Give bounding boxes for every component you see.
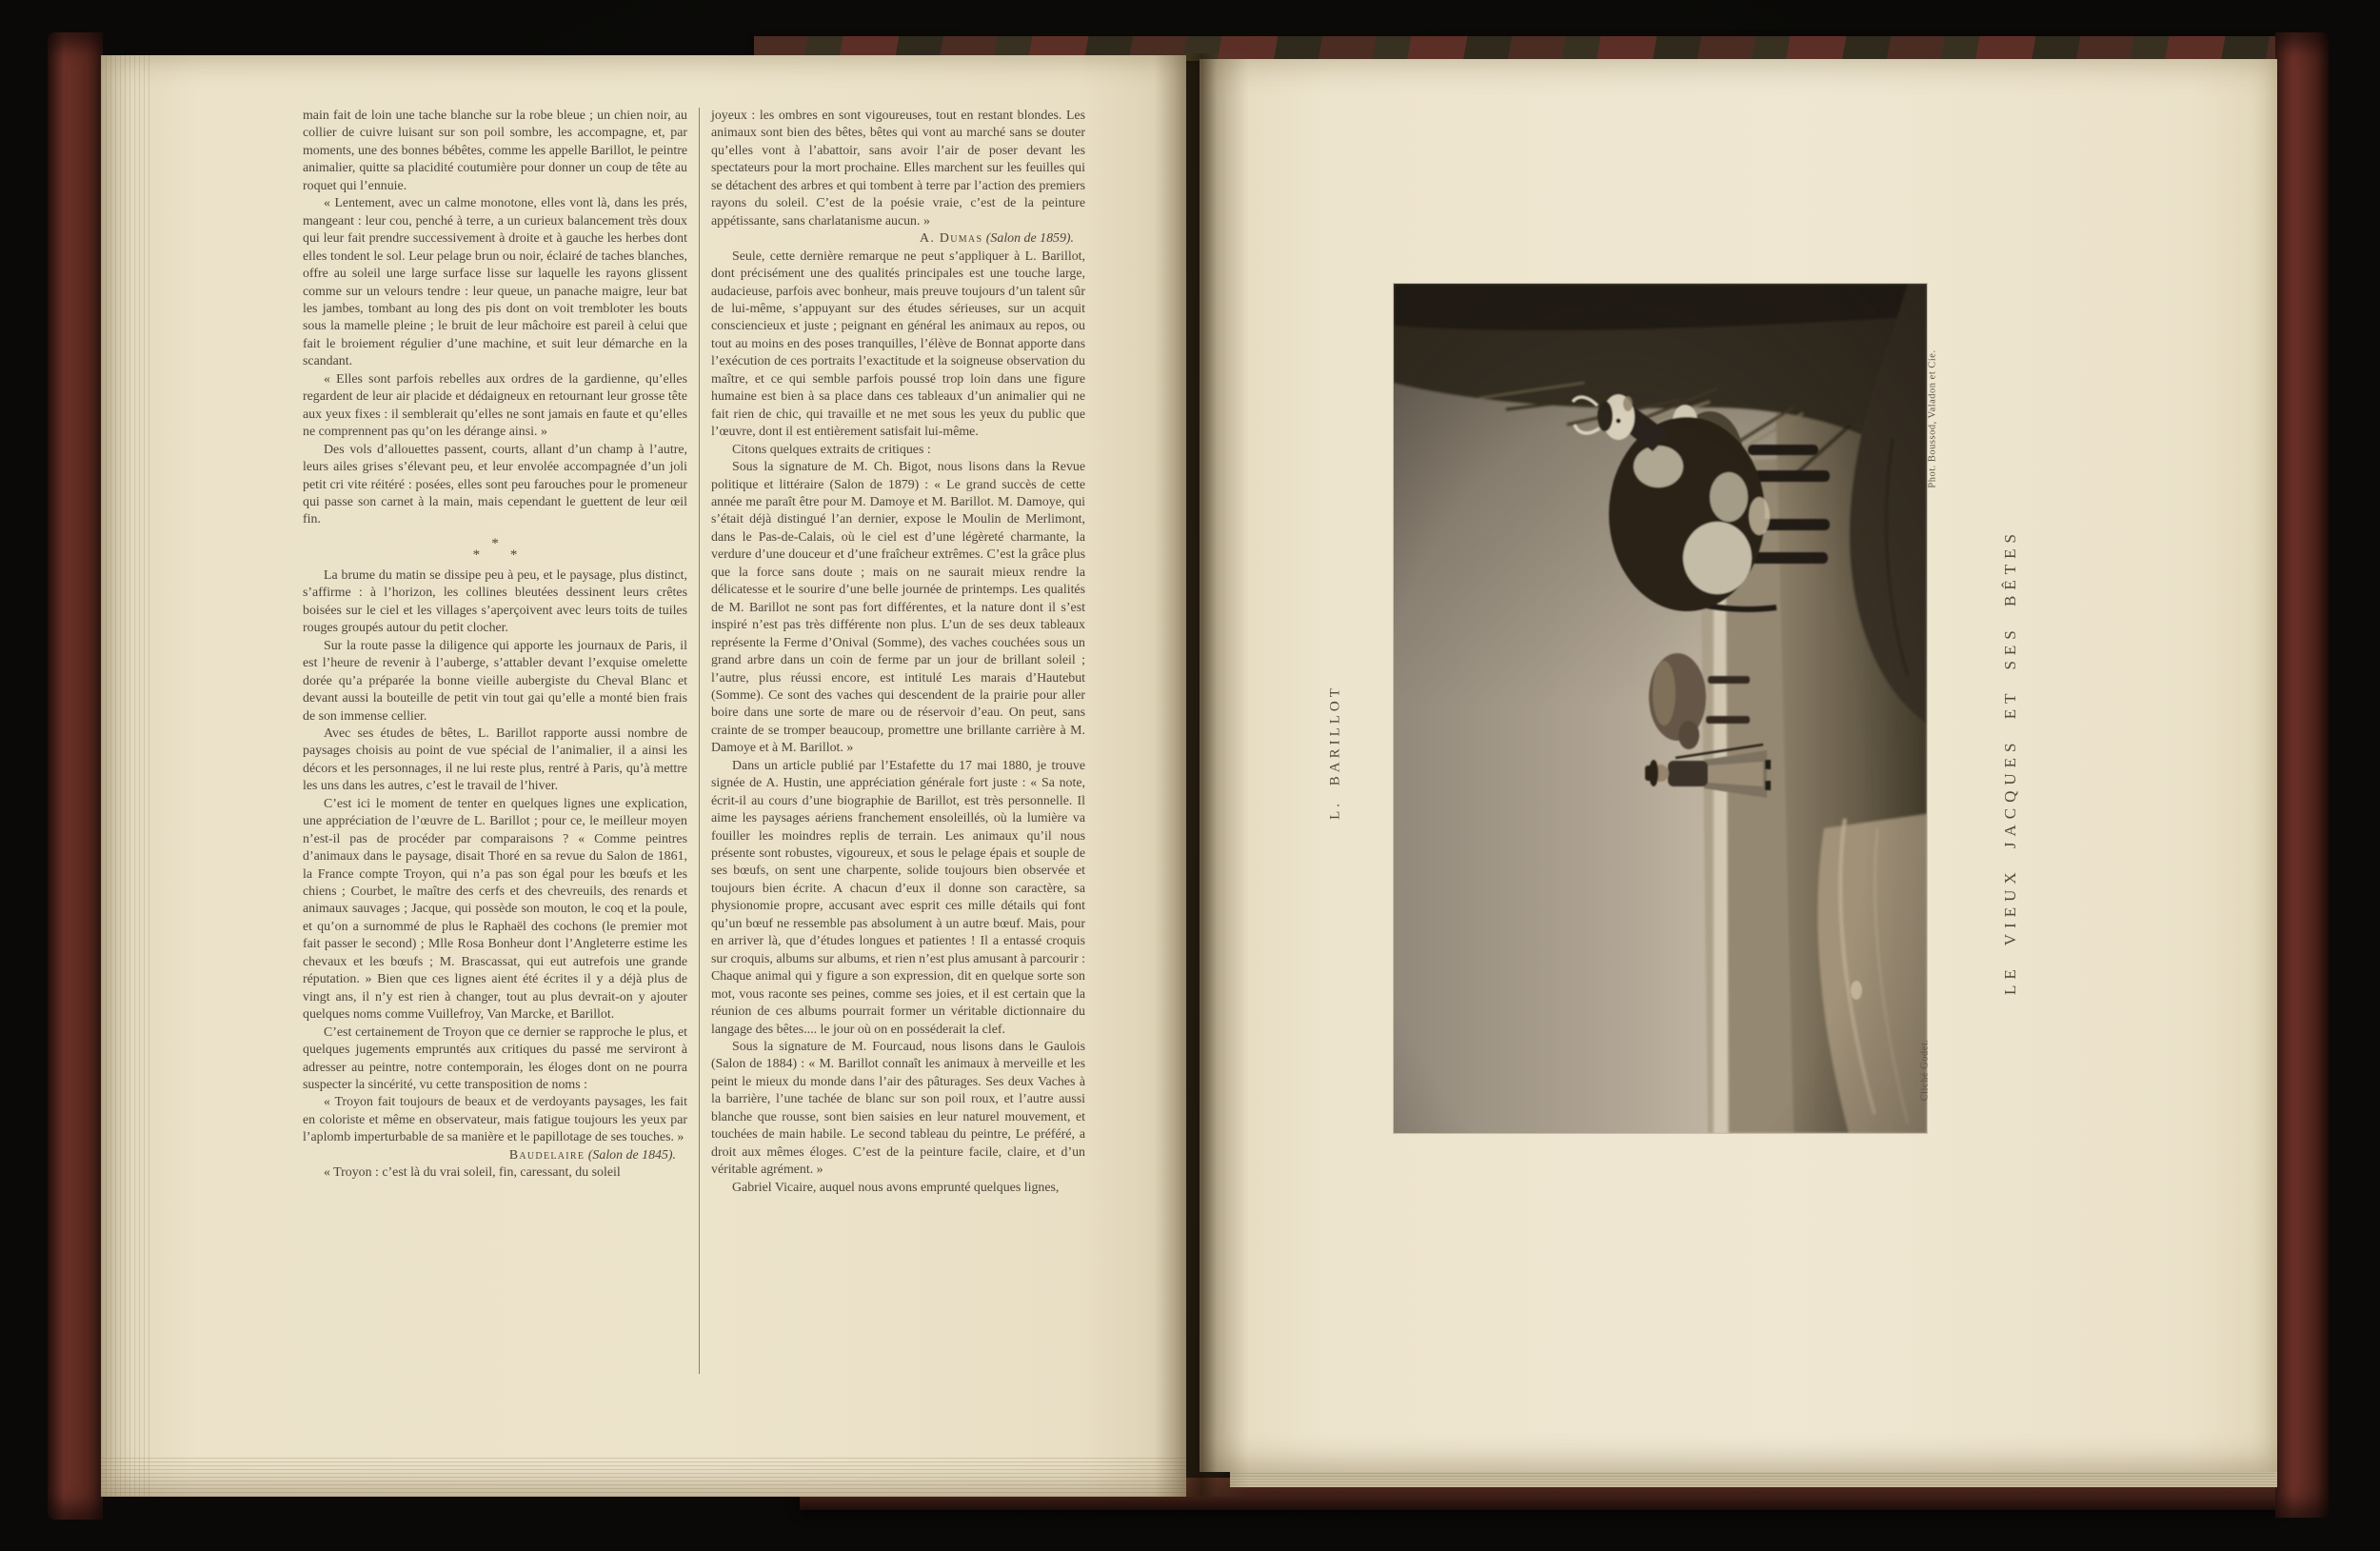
paragraph: Seule, cette dernière remarque ne peut s’appliquer à L. Barillot, dont précisément une des qualités principales est une touche large, audacieuse, parfois avec bonheur, mais preuve toujours d’un talent sûr de lui-même, s’appuyant sur des études sérieuses, sur un acquit consciencieux et juste ; peignant en général les animaux au repos, ou tout au moins en des poses tranquilles, l’élève de Bonnat apporte dans l’exécution de ces portraits l’exactitude et la soigneuse observation du maître, et ce qui semble parfois poussé trop loin dans une figure humaine est bien à sa place dans ces tableaux d’un animalier qui ne fait rien de chic, qui travaille et ne met sous les yeux du public que l’œuvre, dont il est entièrement satisfait lui-même. (711, 249, 1085, 440)
attribution-name: Baudelaire (508, 1147, 585, 1163)
attribution-dumas (711, 230, 1085, 248)
right-page-edge-stack (1230, 1472, 2277, 1487)
paragraph: C’est ici le moment de tenter en quelques lignes une explication, une appréciation de l’œuvre de L. Barillot ; pour ce, le meilleur moyen n’est-il pas de procéder par comparaisons ? « Comme peintres d’animaux dans le paysage, disait Thoré en sa revue du Salon de 1861, la France compte Troyon, qui n’a pas son égal pour les bœufs et les chiens ; Courbet, le maître des cerfs et des chevreuils, des renards et animaux sauvages ; Jacque, qui possède son mouton, le coq et la poule, et qu’on a surnommé de plus le Raphaël des cochons (le premier mot fait passer le second) ; Mlle Rosa Bonheur dont l’Angleterre estime les chevaux et les bœufs ; M. Brascassat, qui eut autrefois une grande réputation. » Bien que ces lignes aient été écrites il y a déjà plus de vingt ans, il n’y est rien à changer, tout au plus devrait-on y ajouter quelques noms comme Vuillefroy, Van Marcke, et Barillot. (303, 796, 687, 1023)
attribution-detail: (Salon de 1859). (985, 231, 1074, 247)
paragraph: C’est certainement de Troyon que ce dernier se rapproche le plus, et quelques jugements empruntés aux critiques du passé me serviront à adresser au peintre, notre contemporain, les éloges dont on ne pourra suspecter la sincérité, vu cette transposition de noms : (303, 1024, 687, 1093)
asterism-row: * * (472, 547, 531, 563)
attribution-detail: (Salon de 1845). (587, 1147, 676, 1163)
section-break-asterism (303, 535, 687, 563)
left-page (101, 55, 1186, 1497)
paragraph: La brume du matin se dissipe peu à peu, et le paysage, plus distinct, s’affirme : à l’horizon, les collines bleutées dessinent leurs crêtes boisées sur le ciel et les villages s’aperçoivent avec leurs toits de tuiles rouges groupés autour du petit clocher. (303, 567, 687, 636)
paragraph: « Troyon : c’est là du vrai soleil, fin, caressant, du soleil (324, 1165, 621, 1181)
paragraph: « Troyon fait toujours de beaux et de verdoyants paysages, les fait en coloriste et même en observateur, mais fatigue toujours les yeux par l’aplomb imperturbable de sa manière et le papillotage de ses touches. » (303, 1095, 687, 1145)
right-page (1200, 59, 2277, 1472)
asterism-row: * (491, 535, 499, 551)
artist-caption: L. BARILLOT (1327, 685, 1343, 820)
paragraph: main fait de loin une tache blanche sur la robe bleue ; un chien noir, au collier de cuivre luisant sur son poil sombre, les accompagne, et, par moments, une des bonnes bébêtes, comme les appelle Barillot, le peintre animalier, quitte sa placidité coutumière pour donner un coup de tête au roquet qui l’ennuie. (303, 109, 687, 193)
paragraph: « Lentement, avec un calme monotone, elles vont là, dans les prés, mangeant : leur cou, penché à terre, a un curieux balancement très doux qui leur fait prendre successivement à droite et à gauche les herbes dont elles tondent le sol. Leur pelage brun ou noir, éclairé de taches blanches, offre au soleil une large surface lisse sur laquelle les rayons glissent comme sur un velours tendre : leur queue, un panache maigre, leur bat les jambes, tombant au long des pis dont on voit trembloter les bouts sous la mamelle pleine ; le bruit de leur mâchoire est pareil à celui que fait le broiement régulier d’une machine, et suit leur démarche en la scandant. (303, 196, 687, 369)
photogravure-plate (1394, 284, 1927, 1133)
book-gutter-shadow (1154, 53, 1249, 1497)
paragraph: Des vols d’allouettes passent, courts, allant d’un champ à l’autre, leurs ailes grises s’élevant peu, et leur envolée accompagnée d’un joli petit cri vite réitéré : posées, elles sont peu farouches pour le promeneur qui passe son carnet à la main, mais cependant le guettent de leur œil fin. (303, 442, 687, 527)
paragraph: Citons quelques extraits de critiques : (732, 442, 931, 457)
paragraph: Dans un article publié par l’Estafette du 17 mai 1880, je trouve signée de A. Hustin, une appréciation générale fort juste : « Sa note, écrit-il au cours d’une biographie de Barillot, est très personnelle. Il aime les paysages aériens franchement ensoleillés, où la lumière va fouiller les moindres replis de terrain. Les animaux qu’il nous présente sont robustes, vigoureux, et sous le pelage épais et souple de ses bœufs, on sent une charpente, solide toujours bien observée et toujours bien écrite. A chacun d’eux il donne son caractère, sa physionomie propre, accusant avec esprit ces mille détails qui font qu’un bœuf ne ressemble pas absolument à un autre bœuf. Mais, pour en arriver là, que d’études longues et patientes ! Il a entassé croquis sur croquis, albums sur albums, et rien n’est plus amusant à parcourir : Chaque animal qui y figure a son expression, dit en quelque sorte son mot, vous raconte ses peines, comme ses joies, et il est certain que la réunion de ces albums pourrait former un véritable dictionnaire du langage des bêtes.... le jour où on en posséderait la clef. (711, 758, 1085, 1037)
paragraph: Gabriel Vicaire, auquel nous avons emprunté quelques lignes, (732, 1180, 1060, 1195)
attribution-baudelaire (303, 1147, 687, 1164)
paragraph: Sur la route passe la diligence qui apporte les journaux de Paris, il est l’heure de revenir à l’auberge, s’attabler devant l’exquise omelette dorée qu’a préparée la bonne vieille aubergiste du Cheval Blanc et devant aussi la bouteille de petit vin tout gai qu’elle a monté bien frais de son immense cellier. (303, 638, 687, 724)
paragraph: Avec ses études de bêtes, L. Barillot rapporte aussi nombre de paysages choisis au point de vue spécial de l’animalier, il a ainsi les décors et les personnages, il ne lui reste plus, rentré à Paris, qu’à mettre les uns dans les autres, c’est le travail de l’hiver. (303, 726, 687, 794)
attribution-name: A. Dumas (920, 231, 983, 247)
plate-photo-illustration (1394, 284, 1927, 1133)
left-page-column-2 (711, 108, 1085, 1197)
book-cover-edge-left (48, 32, 103, 1520)
book-cover-edge-right (2275, 32, 2329, 1518)
page-edge-striations-left (101, 55, 150, 1497)
paragraph: « Elles sont parfois rebelles aux ordres de la gardienne, qu’elles regardent de leur air placide et dédaigneux en retournant leur grosse tête aux yeux fixes : il semblerait qu’elles ne sont jamais en faute et qu’elles ne comprennent pas qu’on les dérange ainsi. » (303, 371, 687, 440)
paragraph: joyeux : les ombres en sont vigoureuses, tout en restant blondes. Les animaux sont bien des bêtes, bêtes qui vont au marché sans se douter qu’elles vont à l’abattoir, sans avoir l’air de poser devant les spectateurs pour la mort prochaine. Elles marchent sur les feuilles qui se détachent des arbres et qui tombent à terre par l’action des premiers rayons du soleil. C’est de la poésie vraie, c’est de la peinture appétissante, sans charlatanisme aucun. » (711, 109, 1085, 229)
page-edge-striations-bottom (101, 1455, 1186, 1497)
column-divider-rule (699, 108, 700, 1374)
plate-title-caption: LE VIEUX JACQUES ET SES BÊTES (2001, 528, 2019, 995)
paragraph: Sous la signature de M. Fourcaud, nous lisons dans le Gaulois (Salon de 1884) : « M. Barillot connaît les animaux à merveille et les peint le mieux du monde dans l’air des pâturages. Ses deux Vaches à la barrière, l’une tachée de blanc sur son poil roux, et l’autre aussi blanche que rousse, sont bien saisies en leur naturel mouvement, et touchées de main habile. Le second tableau du peintre, Le préféré, a droit aux mêmes éloges. C’est de la peinture facile, claire, et d’un véritable agrément. » (711, 1040, 1085, 1178)
left-page-column-1 (303, 108, 687, 1183)
photographer-credit: Phot. Boussod, Valadon et Cie. (1927, 349, 1938, 488)
paragraph: Sous la signature de M. Ch. Bigot, nous lisons dans la Revue politique et littéraire (Salon de 1879) : « Le grand succès de cette année me paraît être pour M. Damoye et M. Barillot. M. Damoye, qui s’était déjà distingué l’an dernier, expose le Moulin de Merlimont, dans le Pas-de-Calais, où le ciel est d’une légèreté charmante, la verdure d’une douceur et d’une fraîcheur extrêmes. C’est la grâce plus que la force sans doute ; mais on ne saurait mieux rendre la délicatesse et le sourire d’une belle journée de printemps. Les qualités de M. Barillot ne sont pas fort différentes, et la nature dont il s’est inspiré n’est pas très différente non plus. L’un de ses deux tableaux représente la Ferme d’Onival (Somme), des vaches couchées sous un grand arbre dans un coin de ferme par un jour de brillant soleil ; l’autre, plus réussi encore, est intitulé Les marais d’Hautebut (Somme). Ce sont des vaches qui descendent de la prairie pour aller boire dans une sorte de mare ou de réservoir d’eau. On peut, sans crainte de se tromper beaucoup, promettre une brillante carrière à M. Damoye et à M. Barillot. » (711, 460, 1085, 756)
cliche-credit: Cliché Godet. (1919, 1039, 1931, 1102)
